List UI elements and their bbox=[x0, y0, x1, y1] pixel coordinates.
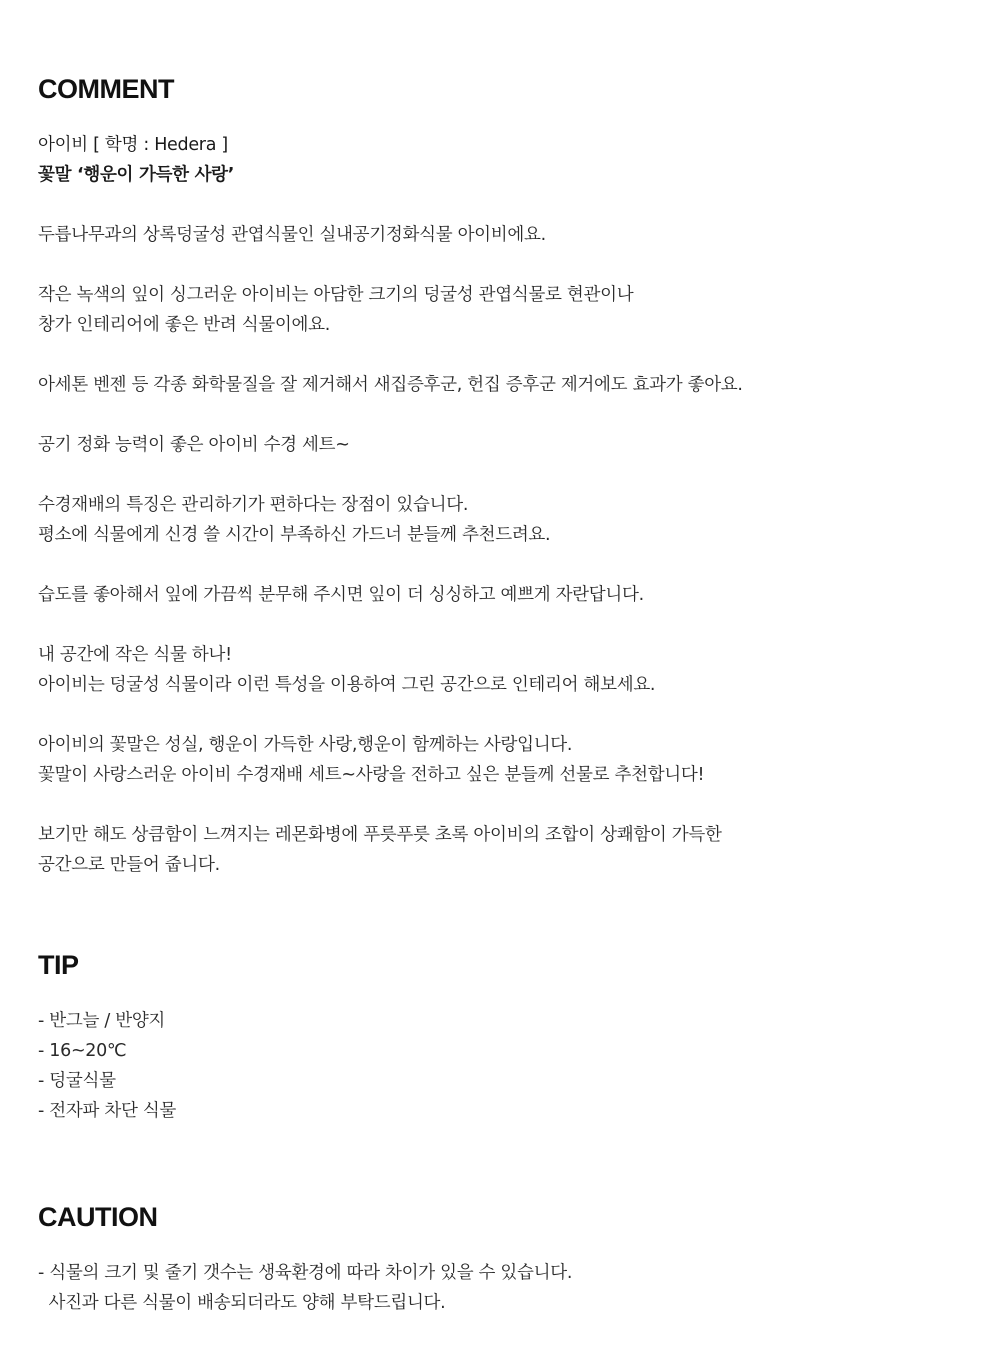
comment-heading: COMMENT bbox=[38, 74, 174, 104]
tip-item: - 전자파 차단 식물 bbox=[38, 1101, 177, 1121]
scientific-name-line: 아이비 [ 학명 : Hedera ] bbox=[38, 135, 228, 155]
flower-language-line: 꽃말 ‘행운이 가득한 사랑’ bbox=[38, 165, 235, 185]
tip-item: - 16~20℃ bbox=[38, 1041, 127, 1061]
caution-line: - 식물의 크기 및 줄기 갯수는 생육환경에 따라 차이가 있을 수 있습니다. bbox=[38, 1263, 573, 1283]
tip-item: - 덩굴식물 bbox=[38, 1071, 116, 1091]
comment-paragraph: 두릅나무과의 상록덩굴성 관엽식물인 실내공기정화식물 아이비에요. bbox=[38, 225, 546, 245]
comment-paragraph: 내 공간에 작은 식물 하나! bbox=[38, 645, 232, 665]
comment-paragraph: 보기만 해도 상큼함이 느껴지는 레몬화병에 푸릇푸릇 초록 아이비의 조합이 상쾌함이 가득한 bbox=[38, 825, 722, 845]
caution-heading: CAUTION bbox=[38, 1202, 158, 1232]
comment-paragraph: 공기 정화 능력이 좋은 아이비 수경 세트~ bbox=[38, 435, 350, 455]
comment-paragraph: 아이비의 꽃말은 성실, 행운이 가득한 사랑,행운이 함께하는 사랑입니다. bbox=[38, 735, 573, 755]
comment-paragraph: 습도를 좋아해서 잎에 가끔씩 분무해 주시면 잎이 더 싱싱하고 예쁘게 자란답니다. bbox=[38, 585, 644, 605]
comment-paragraph: 작은 녹색의 잎이 싱그러운 아이비는 아담한 크기의 덩굴성 관엽식물로 현관이나 bbox=[38, 285, 634, 305]
caution-line: 사진과 다른 식물이 배송되더라도 양해 부탁드립니다. bbox=[38, 1293, 446, 1313]
comment-paragraph: 창가 인테리어에 좋은 반려 식물이에요. bbox=[38, 315, 330, 335]
comment-paragraph: 아이비는 덩굴성 식물이라 이런 특성을 이용하여 그린 공간으로 인테리어 해보세요. bbox=[38, 675, 656, 695]
comment-paragraph: 아세톤 벤젠 등 각종 화학물질을 잘 제거해서 새집증후군, 헌집 증후군 제거에도 효과가 좋아요. bbox=[38, 375, 743, 395]
tip-heading: TIP bbox=[38, 950, 79, 980]
comment-paragraph: 꽃말이 사랑스러운 아이비 수경재배 세트~사랑을 전하고 싶은 분들께 선물로 추천합니다! bbox=[38, 765, 705, 785]
tip-item: - 반그늘 / 반양지 bbox=[38, 1011, 166, 1031]
comment-paragraph: 공간으로 만들어 줍니다. bbox=[38, 855, 220, 875]
comment-paragraph: 수경재배의 특징은 관리하기가 편하다는 장점이 있습니다. bbox=[38, 495, 469, 515]
comment-paragraph: 평소에 식물에게 신경 쓸 시간이 부족하신 가드너 분들께 추천드려요. bbox=[38, 525, 551, 545]
